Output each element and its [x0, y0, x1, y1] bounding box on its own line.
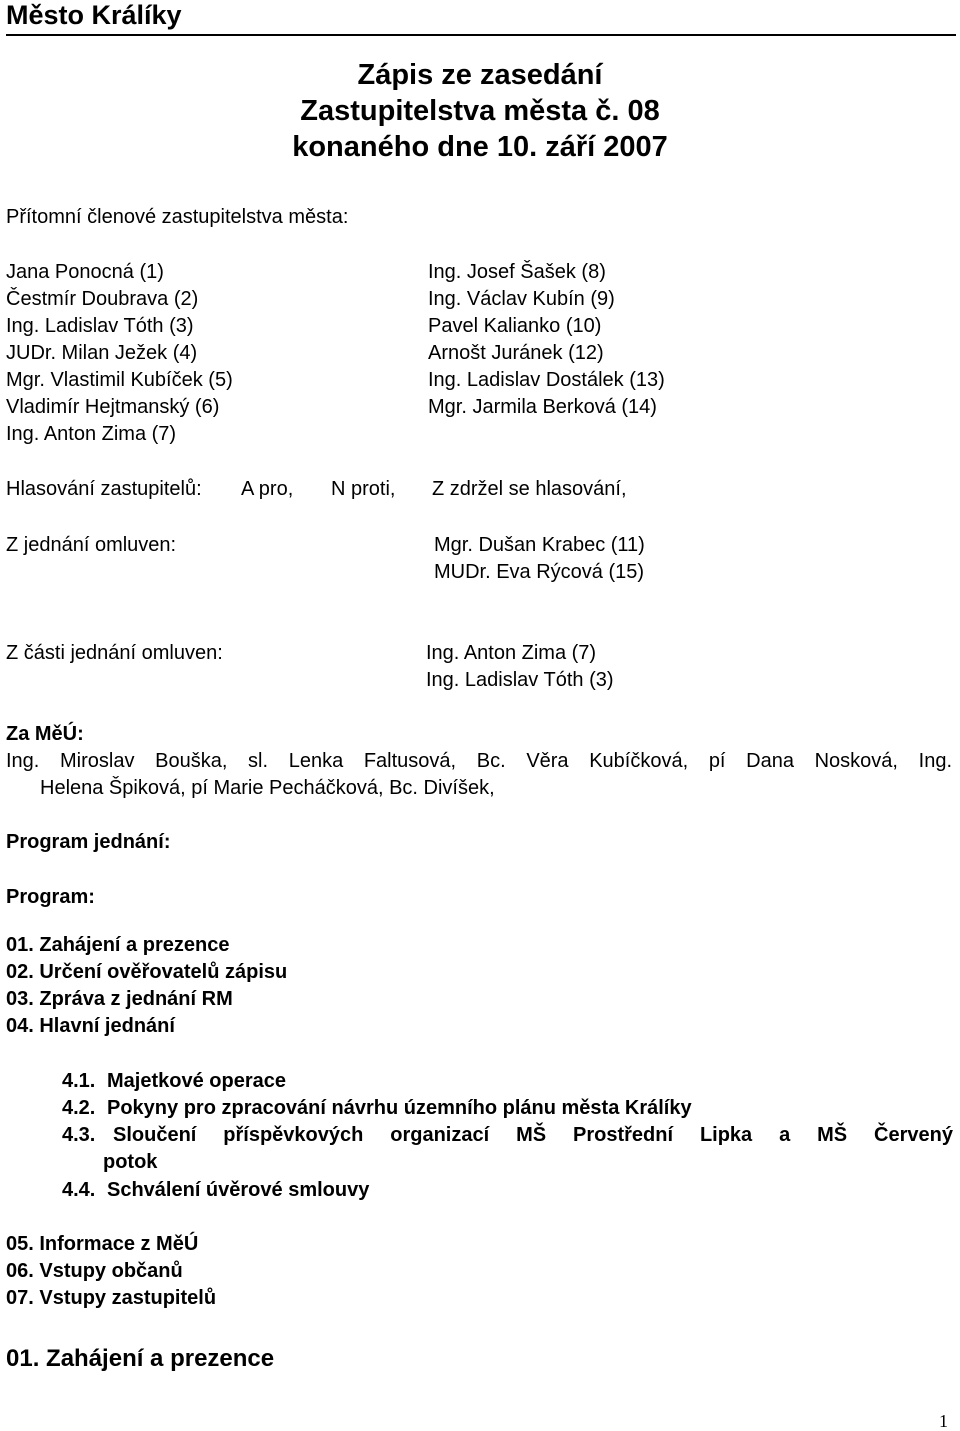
document-title-line-2: Zastupitelstva města č. 08	[300, 95, 660, 127]
agenda-item: 01. Zahájení a prezence	[6, 934, 230, 956]
member-right: Ing. Josef Šašek (8)	[428, 261, 606, 283]
header-divider	[6, 34, 956, 36]
member-right: Arnošt Juránek (12)	[428, 342, 604, 364]
excused-name: Mgr. Dušan Krabec (11)	[434, 534, 645, 556]
agenda-item: 04. Hlavní jednání	[6, 1015, 175, 1037]
partly-excused-name: Ing. Anton Zima (7)	[426, 642, 597, 664]
member-right: Ing. Ladislav Dostálek (13)	[428, 369, 665, 391]
agenda-item: 06. Vstupy občanů	[6, 1260, 183, 1282]
member-left: Vladimír Hejtmanský (6)	[6, 396, 220, 418]
excused-name: MUDr. Eva Rýcová (15)	[434, 561, 645, 583]
agenda-item: 02. Určení ověřovatelů zápisu	[6, 961, 288, 983]
voting-against: N proti,	[331, 478, 396, 500]
agenda-subitem-text: Sloučení příspěvkových organizací MŠ Prostřední Lipka a MŠ Červený	[113, 1124, 953, 1146]
office-label: Za MěÚ:	[6, 723, 84, 745]
agenda-item: 07. Vstupy zastupitelů	[6, 1287, 217, 1309]
member-right: Pavel Kalianko (10)	[428, 315, 602, 337]
agenda-subitem-number: 4.1.	[62, 1070, 96, 1092]
office-staff-line-1: Ing. Miroslav Bouška, sl. Lenka Faltusová, Bc. Věra Kubíčková, pí Dana Nosková, Ing.	[6, 750, 952, 772]
agenda-item: 05. Informace z MěÚ	[6, 1233, 199, 1255]
member-left: Ing. Ladislav Tóth (3)	[6, 315, 194, 337]
member-left: Ing. Anton Zima (7)	[6, 423, 177, 445]
document-title-line-3: konaného dne 10. září 2007	[292, 131, 668, 163]
attendance-label: Přítomní členové zastupitelstva města:	[6, 206, 349, 228]
excused-label: Z jednání omluven:	[6, 534, 177, 556]
member-left: Jana Ponocná (1)	[6, 261, 164, 283]
agenda-subitem-number: 4.3.	[62, 1124, 96, 1146]
agenda-subitem-text: Pokyny pro zpracování návrhu územního plánu města Králíky	[107, 1097, 692, 1119]
agenda-heading: Program jednání:	[6, 831, 171, 853]
member-right: Mgr. Jarmila Berková (14)	[428, 396, 657, 418]
member-left: Čestmír Doubrava (2)	[6, 288, 199, 310]
voting-for: A pro,	[241, 478, 294, 500]
page-number: 1	[939, 1411, 948, 1431]
member-right: Ing. Václav Kubín (9)	[428, 288, 615, 310]
office-staff-line-2: Helena Špiková, pí Marie Pecháčková, Bc. Divíšek,	[40, 777, 495, 799]
agenda-item: 03. Zpráva z jednání RM	[6, 988, 233, 1010]
agenda-subheading: Program:	[6, 886, 95, 908]
partly-excused-name: Ing. Ladislav Tóth (3)	[426, 669, 614, 691]
document-title-line-1: Zápis ze zasedání	[357, 59, 603, 91]
agenda-subitem-text-continuation: potok	[103, 1151, 158, 1173]
partly-excused-label: Z části jednání omluven:	[6, 642, 223, 664]
agenda-subitem-number: 4.2.	[62, 1097, 96, 1119]
member-left: Mgr. Vlastimil Kubíček (5)	[6, 369, 233, 391]
agenda-subitem-number: 4.4.	[62, 1179, 96, 1201]
agenda-subitem-text: Schválení úvěrové smlouvy	[107, 1179, 370, 1201]
member-left: JUDr. Milan Ježek (4)	[6, 342, 198, 364]
town-header-title: Město Králíky	[6, 0, 182, 30]
voting-abstain: Z zdržel se hlasování,	[432, 478, 627, 500]
section-heading: 01. Zahájení a prezence	[6, 1345, 275, 1372]
voting-label: Hlasování zastupitelů:	[6, 478, 202, 500]
agenda-subitem-text: Majetkové operace	[107, 1070, 286, 1092]
